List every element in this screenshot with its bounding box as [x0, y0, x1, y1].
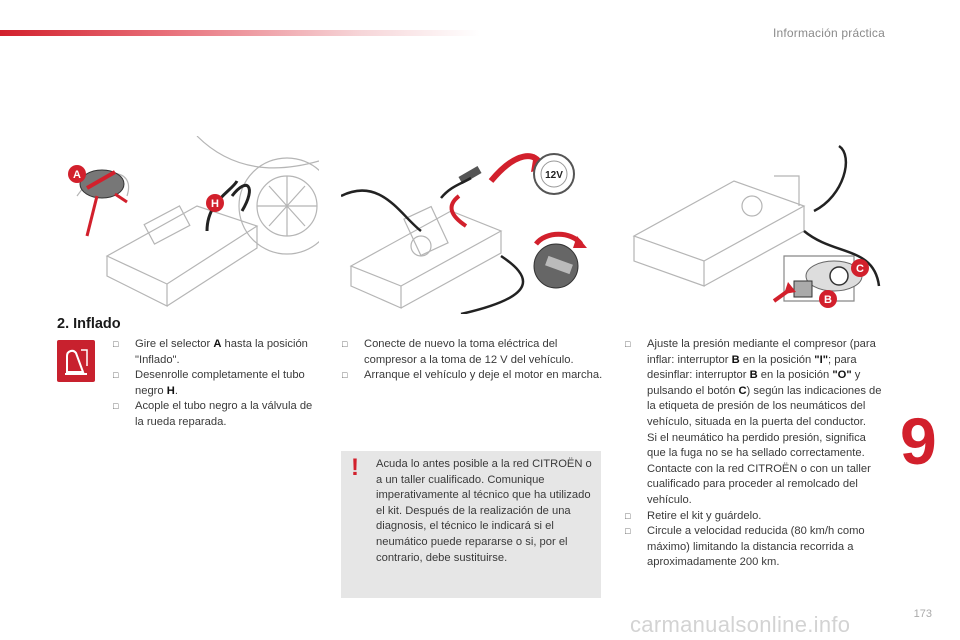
illustration-pressure-switches	[624, 136, 886, 314]
list-item: □ Arranque el vehículo y deje el motor en marcha.	[341, 368, 603, 384]
label-c: C	[856, 263, 864, 275]
illustration-12v-socket	[341, 136, 603, 314]
list-item: □ Gire el selector A hasta la posición "Inflado".	[112, 337, 322, 368]
instructions-column-3	[624, 337, 886, 571]
inflation-icon	[57, 340, 95, 382]
lost-pressure-note: Si el neumático ha perdido presión, significa que la fuga no se ha sellado correctamente. Contacte con la red CITROËN o con un taller cualificado para proceder al remolcado del vehículo.	[647, 431, 871, 506]
warning-text: Acuda lo antes posible a la red CITROËN o a un taller cualificado. Comunique imperativamente al técnico que ha utilizado el kit. Después de la realización de una diagnosis, el técnico le indicará si el neumático puede repararse o si, por el contrario, debe sustituirse.	[376, 458, 592, 564]
list-item: □ Retire el kit y guárdelo.	[624, 509, 886, 525]
list-item: □ Acople el tubo negro a la válvula de la rueda reparada.	[112, 399, 322, 430]
list-item: □ Ajuste la presión mediante el compresor (para inflar: interruptor B en la posición "I"; para desinflar: interruptor B en la posición "O" y pulsando el botón C) según las indicaciones de la etiqueta de presión de los neumáticos del vehículo, situada en la puerta del conductor. Si el neumático ha perdido presión, significa que la fuga no se ha sellado correctamente. Contacte con la red CITROËN o con un taller cualificado para proceder al remolcado del vehículo.	[624, 337, 886, 509]
warning-note	[341, 451, 601, 598]
section-title: Información práctica	[772, 26, 885, 40]
section-heading: 2. Inflado	[57, 316, 121, 332]
label-b: B	[824, 294, 832, 306]
list-item: □ Circule a velocidad reducida (80 km/h como máximo) limitando la distancia recorrida a aproximadamente 200 km.	[624, 524, 886, 571]
instructions-column-2	[341, 337, 603, 384]
header-accent-bar	[0, 30, 480, 36]
label-a: A	[73, 169, 81, 181]
chapter-number: 9	[900, 404, 937, 478]
illustration-selector-hose	[57, 136, 319, 314]
list-item: □ Conecte de nuevo la toma eléctrica del compresor a la toma de 12 V del vehículo.	[341, 337, 603, 368]
page-number: 173	[913, 608, 932, 620]
socket-12v-label: 12V	[545, 170, 563, 181]
label-h: H	[211, 198, 219, 210]
list-item: □ Desenrolle completamente el tubo negro H.	[112, 368, 322, 399]
instructions-column-1	[112, 337, 322, 431]
warning-icon: !	[351, 454, 359, 481]
watermark: carmanualsonline.info	[630, 612, 851, 637]
